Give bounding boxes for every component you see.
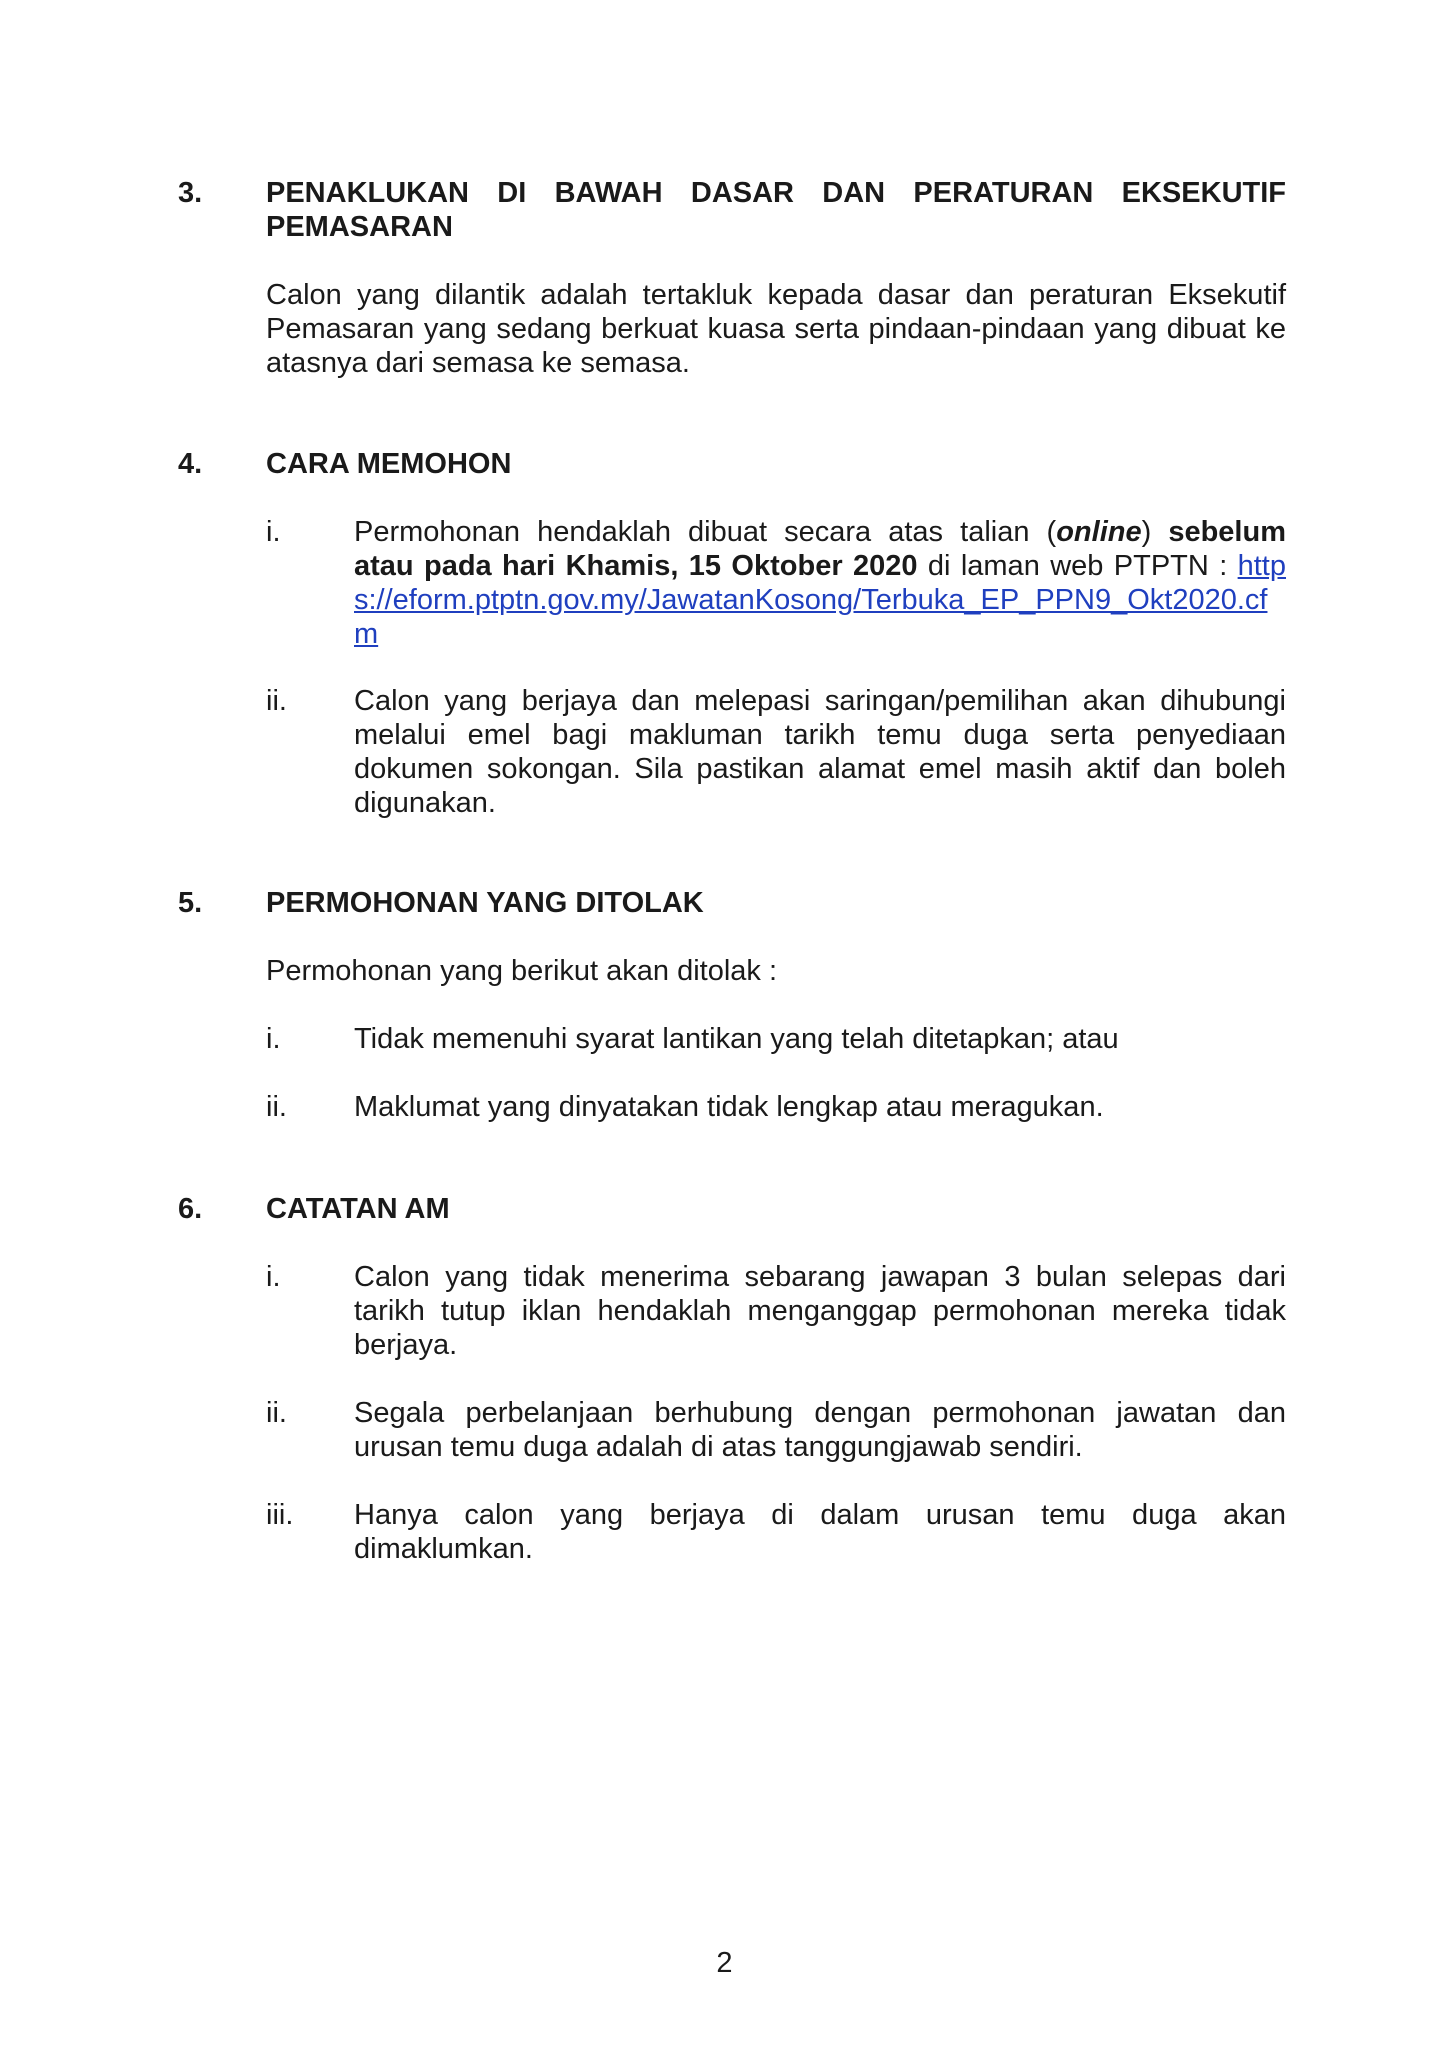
item-text-part: ) (1141, 516, 1169, 548)
item-text-part: di laman web PTPTN : (917, 550, 1238, 582)
section-5-intro: Permohonan yang berikut akan ditolak : (266, 955, 778, 987)
section-6-item-3-text: Hanya calon yang berjaya di dalam urusan temu duga akan dimaklumkan. (354, 1499, 1286, 1565)
section-4-item-2-number: ii. (266, 685, 287, 717)
section-4-item-1-number: i. (266, 516, 281, 548)
section-5-title: PERMOHONAN YANG DITOLAK (266, 887, 704, 919)
section-6-item-1-number: i. (266, 1261, 281, 1293)
section-5-item-1-text: Tidak memenuhi syarat lantikan yang telah ditetapkan; atau (354, 1023, 1119, 1055)
section-6-number: 6. (178, 1193, 203, 1225)
section-5-number: 5. (178, 887, 203, 919)
section-6-item-3-number: iii. (266, 1499, 294, 1531)
section-6-title: CATATAN AM (266, 1193, 450, 1225)
section-3-title-line2: PEMASARAN (266, 211, 453, 243)
section-3-number: 3. (178, 177, 203, 209)
item-text-part: Permohonan hendaklah dibuat secara atas talian ( (354, 516, 1057, 548)
page-number: 2 (716, 1947, 733, 1979)
section-6-item-2-number: ii. (266, 1397, 287, 1429)
section-4-number: 4. (178, 448, 203, 480)
deadline-emphasis: sebelum atau pada hari Khamis, 15 Oktober 2020 (354, 516, 1286, 582)
section-3-body: Calon yang dilantik adalah tertakluk kepada dasar dan peraturan Eksekutif Pemasaran yang sedang berkuat kuasa serta pindaan-pindaan yang dibuat ke atasnya dari semasa ke semasa. (266, 279, 1286, 379)
section-5-item-1-number: i. (266, 1023, 281, 1055)
section-4-title: CARA MEMOHON (266, 448, 512, 480)
application-form-link[interactable]: https://eform.ptptn.gov.my/JawatanKosong/Terbuka_EP_PPN9_Okt2020.cfm (354, 550, 1286, 650)
section-5-item-2-text: Maklumat yang dinyatakan tidak lengkap atau meragukan. (354, 1091, 1104, 1123)
section-4-item-2-text: Calon yang berjaya dan melepasi saringan/pemilihan akan dihubungi melalui emel bagi makluman tarikh temu duga serta penyediaan dokumen sokongan. Sila pastikan alamat emel masih aktif dan boleh digunakan. (354, 685, 1286, 819)
section-6-item-1-text: Calon yang tidak menerima sebarang jawapan 3 bulan selepas dari tarikh tutup iklan hendaklah menganggap permohonan mereka tidak berjaya. (354, 1261, 1286, 1361)
section-3-title-line1: PENAKLUKAN DI BAWAH DASAR DAN PERATURAN EKSEKUTIF (266, 177, 1286, 209)
online-emphasis: online (1056, 516, 1142, 548)
section-6-item-2-text: Segala perbelanjaan berhubung dengan permohonan jawatan dan urusan temu duga adalah di atas tanggungjawab sendiri. (354, 1397, 1286, 1463)
section-4-item-1-text (354, 515, 1286, 651)
section-5-item-2-number: ii. (266, 1091, 287, 1123)
